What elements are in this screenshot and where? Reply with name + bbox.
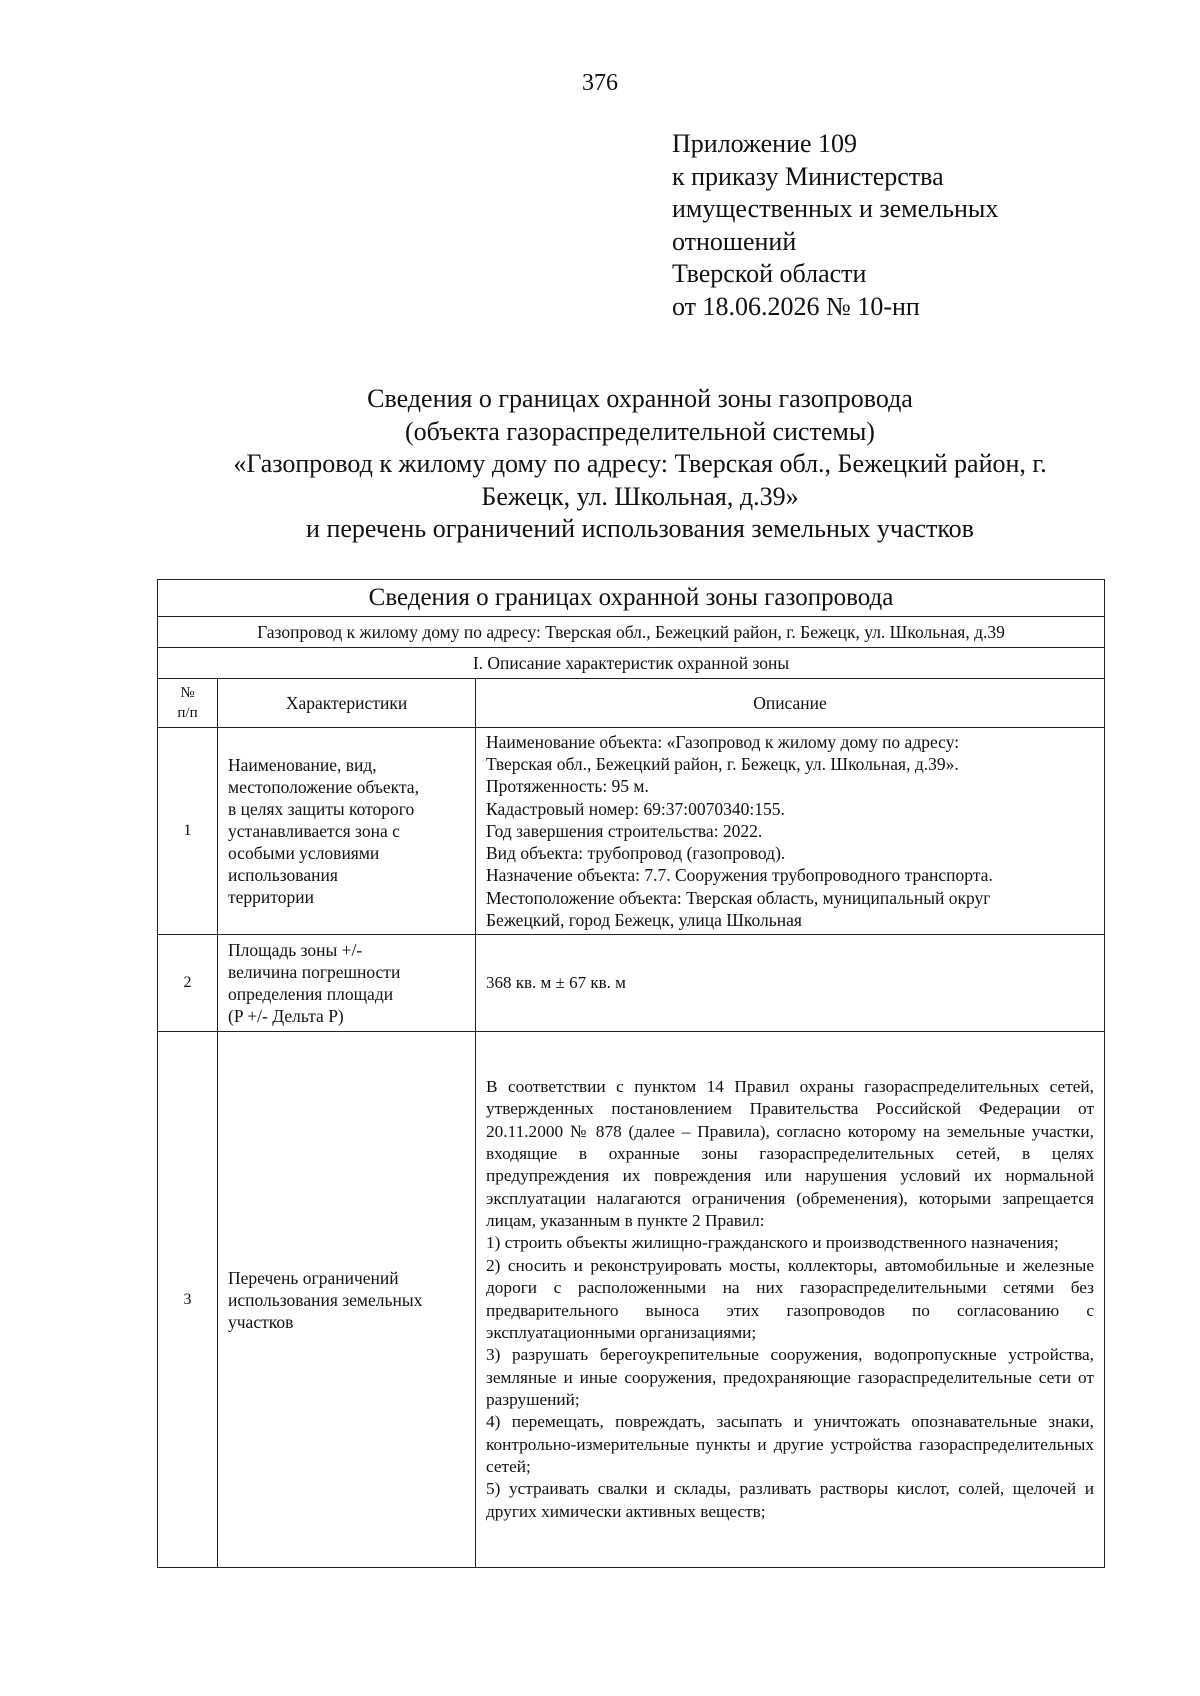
appendix-line: к приказу Министерства — [672, 161, 944, 191]
title-line: Бежецк, ул. Школьная, д.39» — [481, 481, 799, 511]
description-line: Тверская обл., Бежецкий район, г. Бежецк, ул. Школьная, д.39». — [486, 753, 959, 774]
appendix-line: отношений — [672, 226, 797, 256]
characteristic-line: (P +/- Дельта P) — [228, 1006, 344, 1026]
appendix-line: Тверской области — [672, 259, 867, 288]
page-number: 376 — [582, 70, 618, 96]
description-line: Наименование объекта: «Газопровод к жилому дому по адресу: — [486, 731, 960, 752]
header-num-line1: № — [180, 685, 195, 701]
table-section-title: I. Описание характеристик охранной зоны — [158, 648, 1105, 679]
title-line: Сведения о границах охранной зоны газопровода — [367, 384, 913, 413]
title-line: (объекта газораспределительной системы) — [405, 416, 875, 446]
header-description: Описание — [476, 679, 1105, 728]
row-characteristic — [218, 935, 476, 1032]
title-line: «Газопровод к жилому дому по адресу: Тверская обл., Бежецкий район, г. — [233, 449, 1047, 478]
restriction-item: 4) перемещать, повреждать, засыпать и уничтожать опознавательные знаки, контрольно-измерительные пункты и другие устройства газораспределительных сетей; — [486, 1412, 1094, 1476]
header-num-line2: п/п — [177, 705, 198, 721]
row-description: 368 кв. м ± 67 кв. м — [476, 935, 1105, 1032]
characteristic-line: определения площади — [228, 984, 394, 1004]
appendix-line: имущественных и земельных — [672, 194, 999, 223]
description-line: Вид объекта: трубопровод (газопровод). — [486, 843, 786, 864]
characteristic-line: Перечень ограничений — [228, 1267, 399, 1288]
restriction-item: 5) устраивать свалки и склады, разливать растворы кислот, солей, щелочей и других химически активных веществ; — [486, 1479, 1094, 1521]
characteristic-line: местоположение объекта, — [228, 777, 419, 797]
table-header-row — [158, 679, 1105, 728]
header-characteristics: Характеристики — [218, 679, 476, 728]
characteristic-line: территории — [228, 887, 314, 907]
row-num: 2 — [158, 935, 218, 1032]
characteristic-line: использования — [228, 865, 338, 885]
row-description — [476, 1032, 1105, 1568]
row-characteristic — [218, 728, 476, 935]
characteristic-line: в целях защиты которого — [228, 799, 415, 819]
characteristic-line: устанавливается зона с — [228, 821, 400, 841]
description-line: Протяженность: 95 м. — [486, 776, 649, 797]
row-description — [476, 728, 1105, 935]
appendix-block — [672, 128, 998, 323]
description-line: Местоположение объекта: Тверская область, муниципальный округ — [486, 887, 991, 908]
table-object-name: Газопровод к жилому дому по адресу: Тверская обл., Бежецкий район, г. Бежецк, ул. Школьная, д.39 — [158, 617, 1105, 648]
characteristic-line: Площадь зоны +/- — [228, 940, 363, 960]
row-num: 1 — [158, 728, 218, 935]
restriction-paragraph: В соответствии с пунктом 14 Правил охраны газораспределительных сетей, утвержденных постановлением Правительства Российской Федерации от 20.11.2000 № 878 (далее – Правила), согласно которому на земельные участки, входящие в охранные зоны газораспределительных сетей, в целях предупреждения их повреждения или нарушения условий их нормальной эксплуатации налагаются ограничения (обременения), которыми запрещается лицам, указанным в пункте 2 Правил: — [486, 1077, 1094, 1231]
appendix-line: от 18.06.2026 № 10-нп — [672, 291, 920, 321]
restriction-item: 2) сносить и реконструировать мосты, коллекторы, автомобильные и железные дороги с расположенными на них газораспределительными сетями без предварительного выноса этих газопроводов по согласованию с эксплуатационными организациями; — [486, 1255, 1094, 1342]
title-line: и перечень ограничений использования земельных участков — [306, 514, 974, 543]
table-row — [158, 1032, 1105, 1568]
characteristic-line: использования земельных — [228, 1289, 423, 1310]
row-num: 3 — [158, 1032, 218, 1568]
description-line: Год завершения строительства: 2022. — [486, 820, 763, 841]
header-num — [158, 679, 218, 728]
row-characteristic — [218, 1032, 476, 1568]
description-line: Бежецкий, город Бежецк, улица Школьная — [486, 910, 802, 931]
table-main-title: Сведения о границах охранной зоны газопровода — [158, 580, 1105, 617]
document-title — [175, 383, 1105, 546]
restriction-item: 1) строить объекты жилищно-гражданского и производственного назначения; — [486, 1233, 1059, 1253]
restriction-item: 3) разрушать берегоукрепительные сооружения, водопропускные устройства, земляные и иные сооружения, предохраняющие газораспределительные сети от разрушений; — [486, 1345, 1094, 1409]
characteristic-line: участков — [228, 1311, 294, 1332]
table-row — [158, 728, 1105, 935]
zone-table — [157, 579, 1105, 1568]
table-row — [158, 935, 1105, 1032]
description-line: Назначение объекта: 7.7. Сооружения трубопроводного транспорта. — [486, 865, 993, 886]
characteristic-line: особыми условиями — [228, 843, 380, 863]
characteristic-line: Наименование, вид, — [228, 755, 377, 775]
characteristic-line: величина погрешности — [228, 962, 401, 982]
description-line: Кадастровый номер: 69:37:0070340:155. — [486, 798, 785, 819]
appendix-line: Приложение 109 — [672, 129, 858, 158]
